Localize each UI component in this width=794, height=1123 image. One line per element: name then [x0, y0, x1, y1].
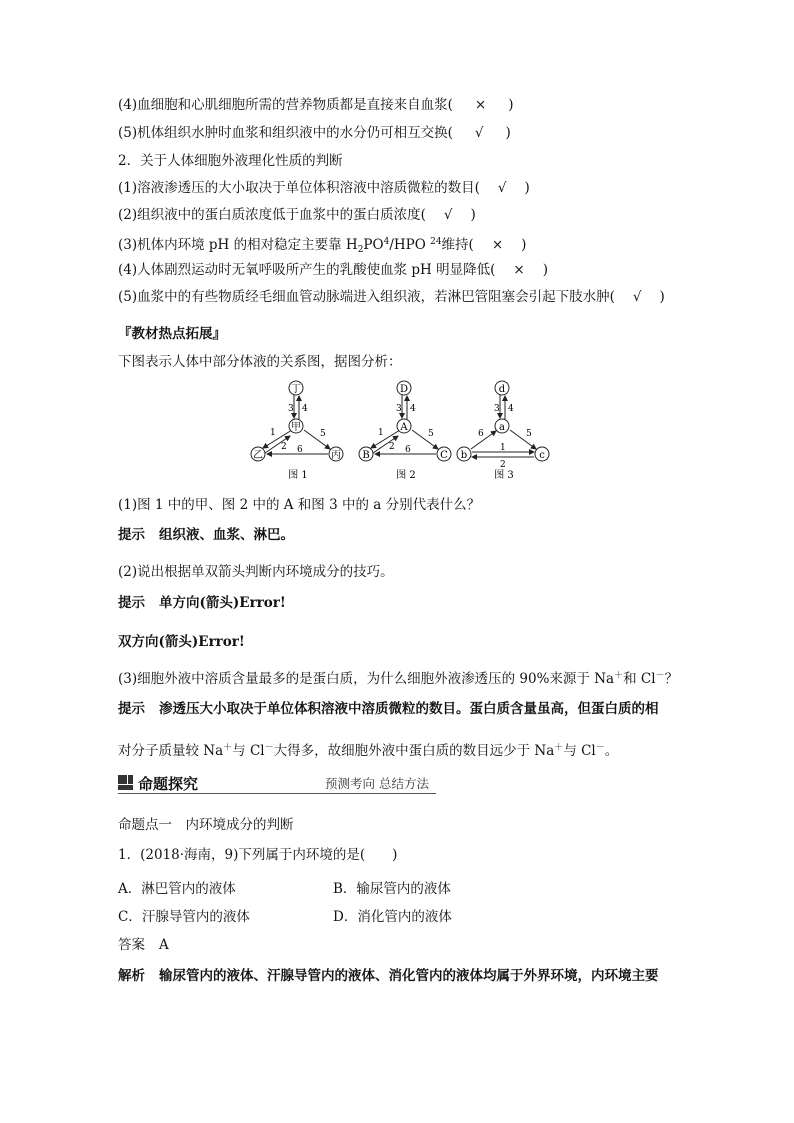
s2-statement-1: (1)溶液渗透压的大小取决于单位体积溶液中溶质微粒的数目( √ ): [118, 180, 530, 196]
figure-caption: 图 1: [288, 470, 308, 481]
statement-text: (3)机体内环境 pH 的相对稳定主要靠 H: [118, 237, 358, 253]
statement-text: (4)血细胞和心肌细胞所需的营养物质都是直接来自血浆(: [118, 97, 453, 113]
figure-caption: 图 3: [494, 470, 514, 481]
superscript: －: [595, 743, 605, 753]
formula-part: /HPO: [389, 237, 431, 253]
arrow-label: 6: [478, 429, 484, 439]
answer-value: A: [159, 937, 169, 953]
arrow-label: 3: [494, 404, 500, 414]
analysis-text: 输尿管内的液体、汗腺导管内的液体、消化管内的液体均属于外界环境，内环境主要: [159, 968, 659, 984]
judgement-mark: √: [632, 289, 642, 305]
question-text: ？: [664, 671, 679, 687]
ext-hint-3: [118, 700, 659, 718]
arrow-label: 2: [281, 442, 287, 452]
node-label: b: [460, 450, 468, 461]
question-text: 和 Cl: [623, 671, 656, 687]
extension-heading: 『教材热点拓展』: [118, 326, 226, 342]
arrow-label: 2: [389, 442, 395, 452]
superscript: ＋: [554, 743, 564, 753]
subscript: 2: [357, 245, 364, 255]
hint-text: 对分子质量较 Na: [118, 743, 224, 759]
analysis-label: 解析: [118, 968, 145, 984]
formula-part: PO: [363, 237, 384, 253]
judgement-mark: ×: [474, 97, 487, 113]
superscript: －: [264, 743, 274, 753]
section-title: 命题探究: [138, 775, 199, 793]
hint-text: 单方向(箭头)Error!: [159, 595, 286, 611]
statement-4: (4)血细胞和心肌细胞所需的营养物质都是直接来自血浆( × ): [118, 97, 514, 113]
answer-label: 答案: [118, 937, 145, 953]
node-label: d: [498, 384, 506, 395]
node-label: 甲: [291, 422, 301, 433]
ext-question-1: (1)图 1 中的甲、图 2 中的 A 和图 3 中的 a 分别代表什么？: [118, 497, 481, 513]
s2-statement-3: (3)机体内环境 pH 的相对稳定主要靠 $H_2PO^4$/HPO $^{24}$维持( × ): [118, 237, 527, 255]
option-a: A．淋巴管内的液体: [118, 881, 236, 897]
option-b: B．输尿管内的液体: [333, 881, 451, 897]
point-heading: 命题点一 内环境成分的判断: [118, 817, 294, 833]
superscript: 2: [430, 237, 436, 247]
judgement-mark: √: [443, 207, 453, 223]
node-label: a: [499, 422, 505, 433]
analysis-line: [118, 967, 659, 985]
arrow-label: 1: [500, 443, 506, 453]
node-label: C: [440, 450, 448, 461]
s2-statement-5: (5)血浆中的有些物质经毛细血管动脉端进入组织液，若淋巴管阻塞会引起下肢水肿( √ ): [118, 289, 665, 305]
ext-question-2: (2)说出根据单双箭头判断内环境成分的技巧。: [118, 564, 394, 580]
statement-text: 维持(: [441, 237, 474, 253]
node-label: A: [400, 422, 408, 433]
arrow-label: 1: [270, 428, 276, 438]
node-label: c: [539, 450, 545, 461]
hint-text: 与 Cl: [563, 743, 596, 759]
judgement-mark: √: [474, 125, 484, 141]
arrow-label: 4: [302, 404, 308, 414]
option-c: C．汗腺导管内的液体: [118, 909, 250, 925]
node-label: 乙: [253, 450, 263, 461]
section-header: [118, 772, 436, 794]
arrow-label: 5: [320, 429, 326, 439]
arrow-5: [304, 430, 330, 449]
hint-label: 提示: [118, 701, 145, 717]
arrow-label: 1: [378, 428, 384, 438]
node-label: D: [399, 384, 409, 395]
statement-text: (1)溶液渗透压的大小取决于单位体积溶液中溶质微粒的数目(: [118, 180, 480, 196]
arrow-label: 2: [500, 460, 506, 470]
hint-label: 提示: [118, 595, 145, 611]
extension-intro: 下图表示人体中部分体液的关系图，据图分析：: [118, 354, 402, 370]
question-text: (3)细胞外液中溶质含量最多的是蛋白质，为什么细胞外液渗透压的 90%来源于 Na: [118, 671, 615, 687]
node-label: 丁: [291, 384, 301, 395]
ext-hint-2b: 双方向(箭头)Error!: [118, 634, 245, 650]
judgement-mark: ×: [513, 262, 525, 278]
hint-text: 大得多，故细胞外液中蛋白质的数目远少于 Na: [273, 743, 555, 759]
s2-statement-4: (4)人体剧烈运动时无氧呼吸所产生的乳酸使血浆 pH 明显降低( × ): [118, 262, 548, 278]
figure-2: [359, 381, 451, 481]
ext-hint-1: [118, 526, 294, 544]
hint-text: 渗透压大小取决于单位体积溶液中溶质微粒的数目。蛋白质含量虽高，但蛋白质的相: [159, 701, 659, 717]
answer-line: [118, 936, 169, 954]
hint-text: 与 Cl: [232, 743, 265, 759]
ext-hint-2: [118, 594, 286, 612]
arrow-1: [263, 430, 292, 448]
arrow-label: 6: [297, 445, 303, 455]
superscript: －: [655, 671, 665, 681]
hint-text: 。: [604, 743, 619, 759]
arrow-label: 3: [396, 404, 402, 414]
arrow-label: 5: [428, 429, 434, 439]
ext-question-3: [118, 667, 678, 688]
hint-label: 提示: [118, 527, 145, 543]
section-divider: [118, 793, 436, 794]
question-1: 1．(2018·海南，9)下列属于内环境的是( ): [118, 847, 398, 863]
figure-1: [251, 381, 343, 481]
figure-caption: 图 2: [396, 470, 416, 481]
hint-text: 组织液、血浆、淋巴。: [159, 527, 294, 543]
arrow-label: 3: [288, 404, 294, 414]
arrow-label: 4: [410, 404, 416, 414]
judgement-mark: ×: [491, 237, 504, 253]
arrow-1: [371, 430, 400, 448]
statement-text: (5)血浆中的有些物质经毛细血管动脉端进入组织液，若淋巴管阻塞会引起下肢水肿(: [118, 289, 615, 305]
s2-statement-2: (2)组织液中的蛋白质浓度低于血浆中的蛋白质浓度( √ ): [118, 207, 476, 223]
superscript: 4: [383, 237, 390, 247]
arrow-label: 6: [405, 445, 411, 455]
figure-3: [457, 381, 549, 481]
arrow-label: 5: [526, 429, 532, 439]
statement-text: (2)组织液中的蛋白质浓度低于血浆中的蛋白质浓度(: [118, 207, 426, 223]
arrow-5: [412, 430, 438, 449]
superscript: ＋: [223, 743, 233, 753]
statement-5: (5)机体组织水肿时血浆和组织液中的水分仍可相互交换( √ ): [118, 125, 511, 141]
section-subtitle: 预测考向 总结方法: [325, 776, 429, 791]
section-square-icon: [118, 775, 133, 790]
arrow-5: [510, 430, 536, 449]
arrow-label: 4: [508, 404, 514, 414]
ext-hint-3-cont: [118, 739, 618, 760]
judgement-mark: √: [497, 180, 507, 196]
body-fluid-diagram: [248, 378, 558, 488]
node-label: 丙: [331, 450, 341, 461]
superscript: ＋: [614, 671, 624, 681]
section-2-title: 2．关于人体细胞外液理化性质的判断: [118, 153, 343, 169]
statement-text: (5)机体组织水肿时血浆和组织液中的水分仍可相互交换(: [118, 125, 453, 141]
statement-text: (4)人体剧烈运动时无氧呼吸所产生的乳酸使血浆 pH 明显降低(: [118, 262, 496, 278]
option-d: D．消化管内的液体: [333, 909, 452, 925]
superscript: 4: [435, 237, 442, 247]
node-label: B: [362, 450, 370, 461]
